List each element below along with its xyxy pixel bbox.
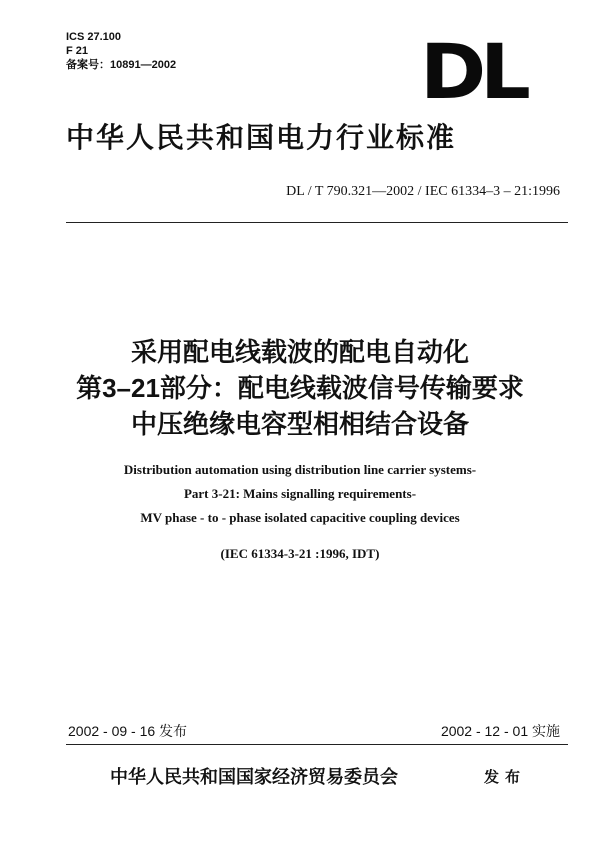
top-divider — [66, 222, 568, 223]
issuer-action-label: 发布 — [484, 769, 527, 786]
chinese-title — [0, 334, 600, 442]
chinese-title-line-2: 第3–21部分：配电线载波信号传输要求 — [76, 373, 524, 403]
issuing-authority: 中华人民共和国国家经济贸易委员会 — [110, 767, 398, 787]
class-code: F 21 — [66, 45, 89, 57]
classification-block — [66, 30, 176, 72]
english-title-line-3: MV phase - to - phase isolated capacitive coupling devices — [140, 510, 460, 525]
english-title — [0, 458, 600, 566]
implement-date: 2002 - 12 - 01 实施 — [440, 723, 560, 739]
record-number: 备案号：10891—2002 — [66, 59, 177, 71]
english-title-line-2: Part 3-21: Mains signalling requirements- — [183, 486, 417, 501]
standard-category-title: 中华人民共和国电力行业标准 — [66, 122, 457, 153]
dl-logo: DL — [420, 27, 525, 116]
bottom-divider — [66, 744, 568, 745]
publish-date: 2002 - 09 - 16 发布 — [68, 723, 188, 739]
standard-number: DL / T 790.321—2002 / IEC 61334–3 – 21:1996 — [286, 184, 560, 199]
iec-reference: (IEC 61334-3-21 :1996, IDT) — [220, 546, 380, 561]
ics-code: ICS 27.100 — [66, 31, 122, 43]
english-title-line-1: Distribution automation using distribution line carrier systems- — [123, 462, 477, 477]
chinese-title-line-3: 中压绝缘电容型相相结合设备 — [130, 409, 469, 439]
chinese-title-line-1: 采用配电线载波的配电自动化 — [130, 337, 469, 367]
